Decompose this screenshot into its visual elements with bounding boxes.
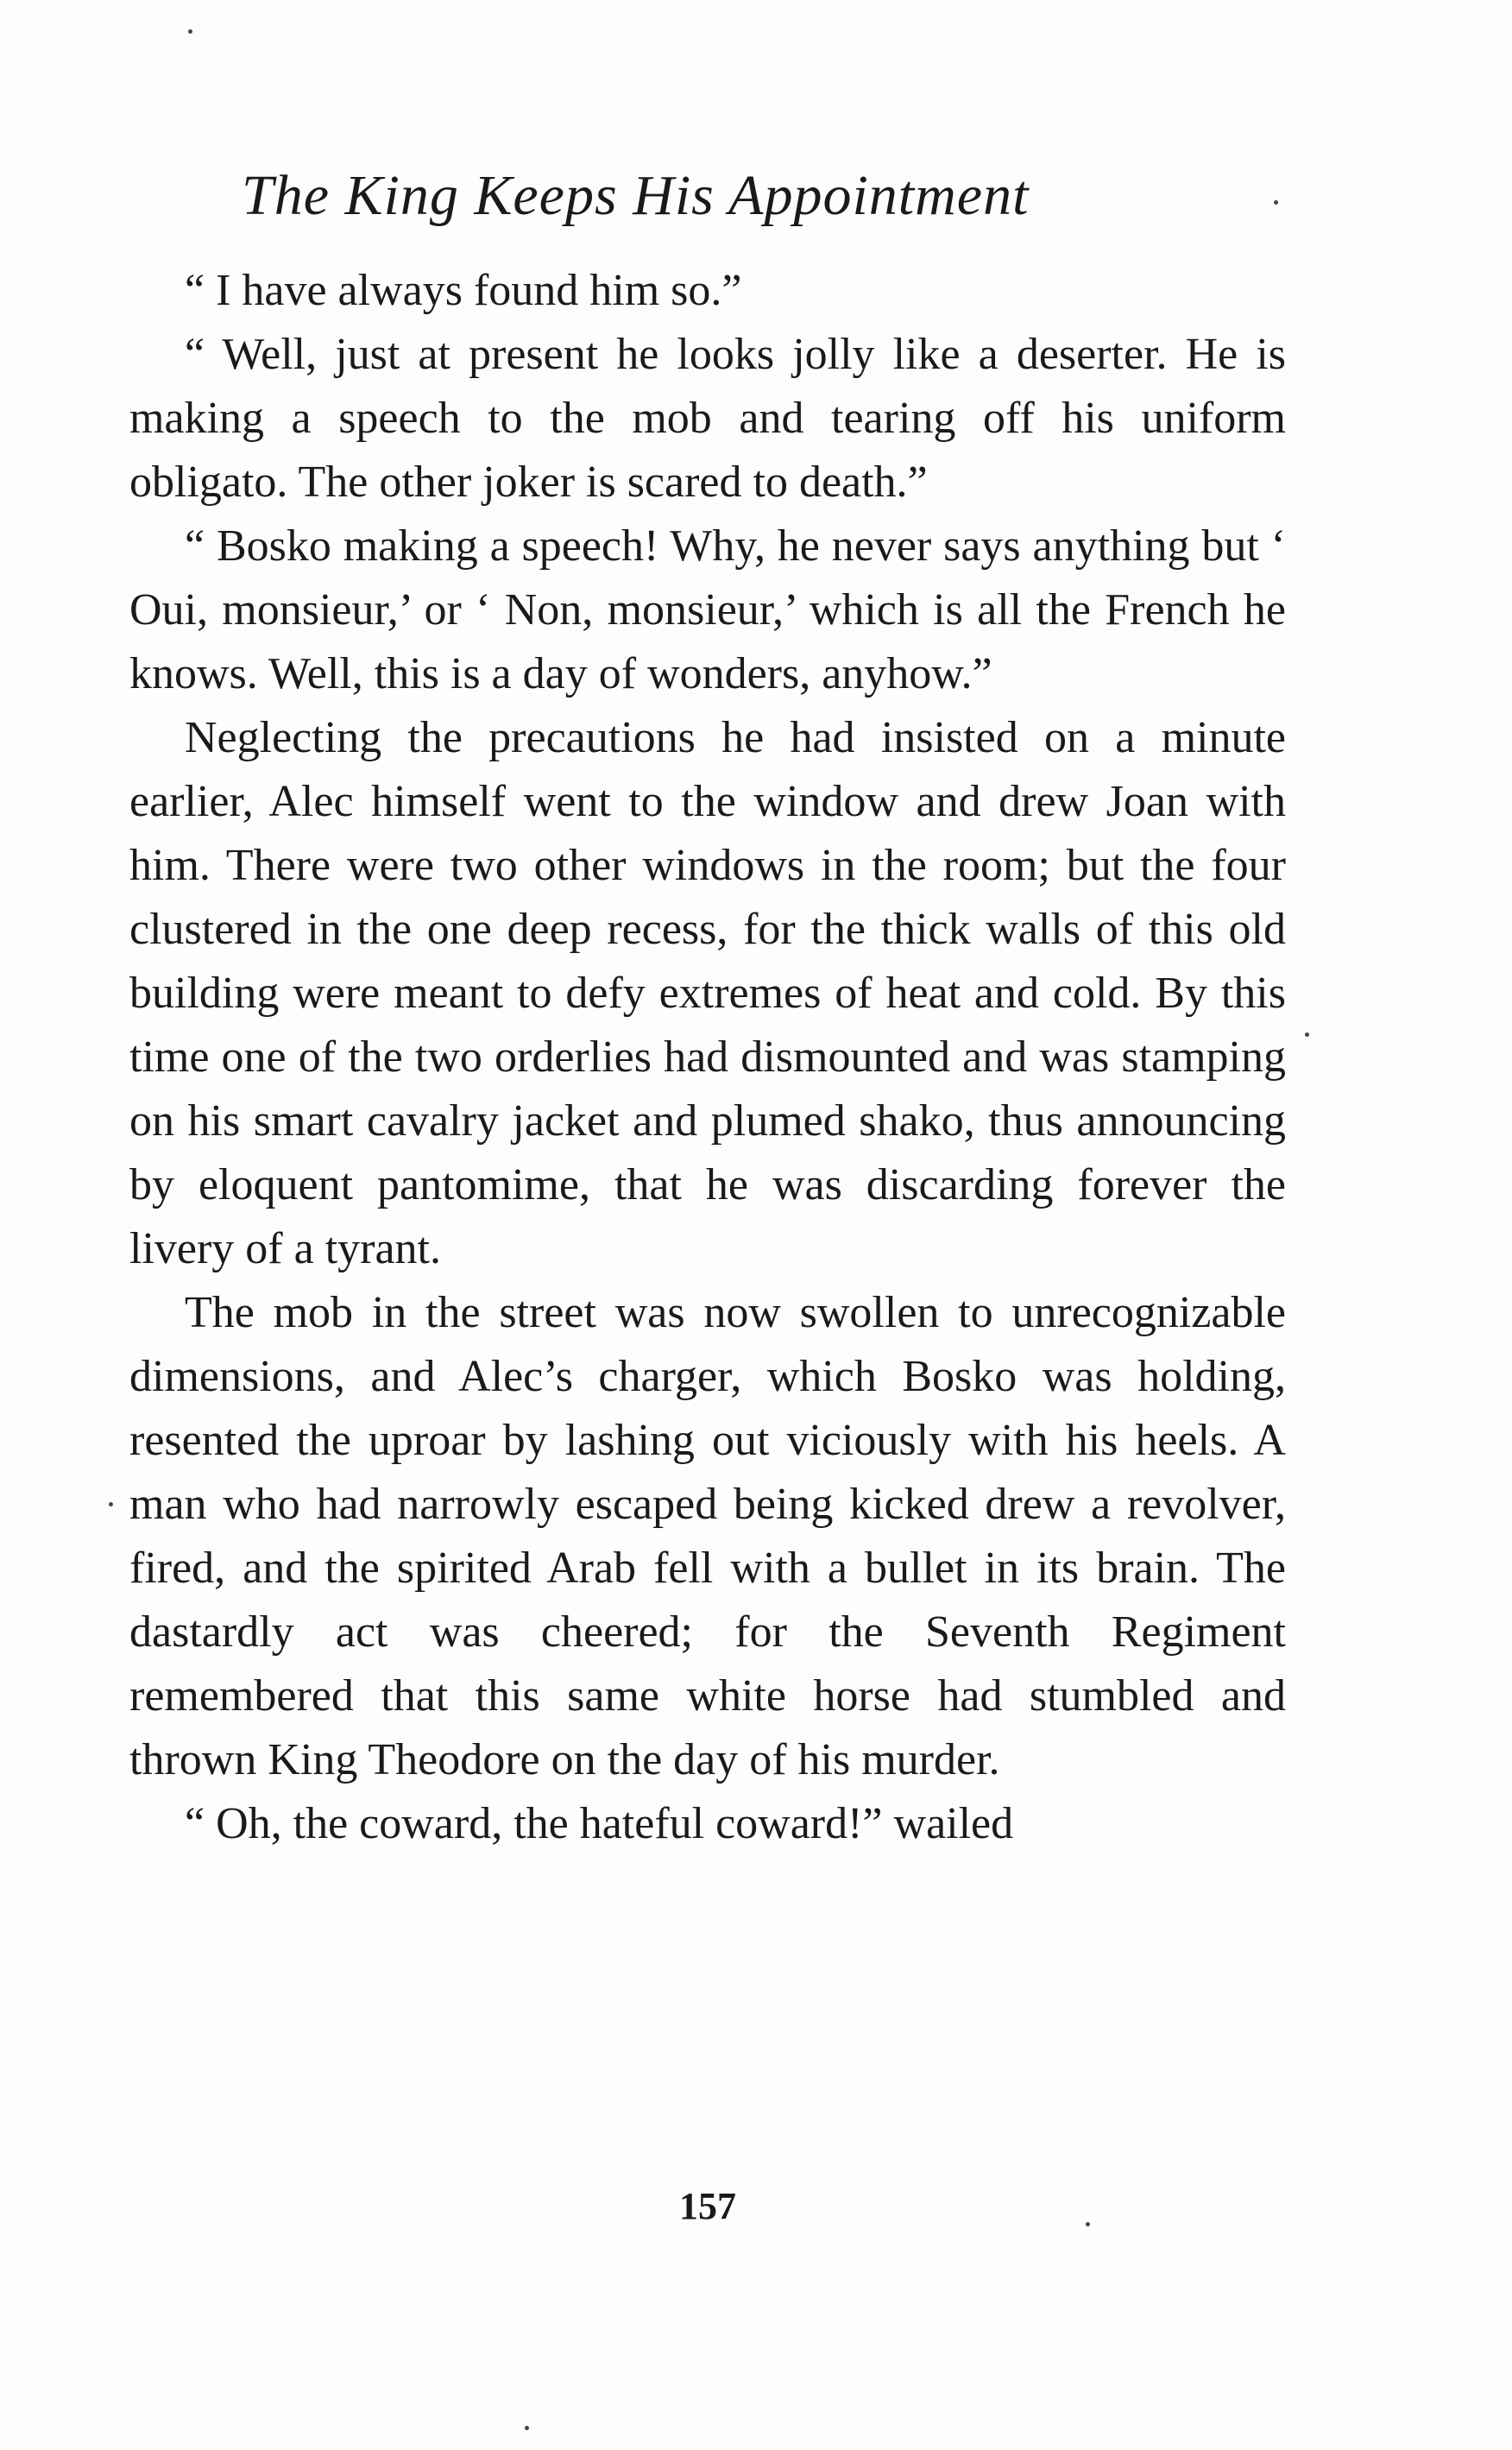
scan-speck <box>109 1502 113 1506</box>
paragraph-1: “ I have always found him so.” <box>185 266 742 315</box>
scan-speck <box>188 29 192 34</box>
running-head: The King Keeps His Appointment <box>242 164 1030 227</box>
body-text <box>129 259 1286 1856</box>
paragraph-2: “ Well, just at present he looks jolly like a deserter. He is making a speech to the mob and tearing off his uniform obligato. The other joker is scared to death.” <box>129 330 1286 507</box>
paragraph-4: Neglecting the precautions he had insisted on a minute earlier, Alec himself went to the window and drew Joan with him. There were two other windows in the room; but the four clustered in the one deep recess, for the thick walls of this old building were meant to defy extremes of heat and cold. By this time one of the two orderlies had dismounted and was stamping on his smart cavalry jacket and plumed shako, thus announcing by eloquent pantomime, that he was discarding forever the livery of a tyrant. <box>129 713 1286 1273</box>
scan-speck <box>1274 200 1278 205</box>
page-number: 157 <box>679 2185 736 2227</box>
paragraph-3: “ Bosko making a speech! Why, he never says anything but ‘ Oui, monsieur,’ or ‘ Non, monsieur,’ which is all the French he knows. Well, this is a day of wonders, anyhow.” <box>129 521 1286 698</box>
scan-speck <box>525 2426 529 2430</box>
scan-speck <box>1305 1032 1309 1037</box>
paragraph-5: The mob in the street was now swollen to unrecognizable dimensions, and Alec’s charger, which Bosko was holding, resented the uproar by lashing out viciously with his heels. A man who had narrowly escaped being kicked drew a revolver, fired, and the spirited Arab fell with a bullet in its brain. The dastardly act was cheered; for the Seventh Regiment remembered that this same white horse had stumbled and thrown King Theodore on the day of his murder. <box>129 1288 1286 1784</box>
paragraph-6: “ Oh, the coward, the hateful coward!” wailed <box>185 1799 1014 1848</box>
scan-speck <box>1086 2222 1090 2226</box>
